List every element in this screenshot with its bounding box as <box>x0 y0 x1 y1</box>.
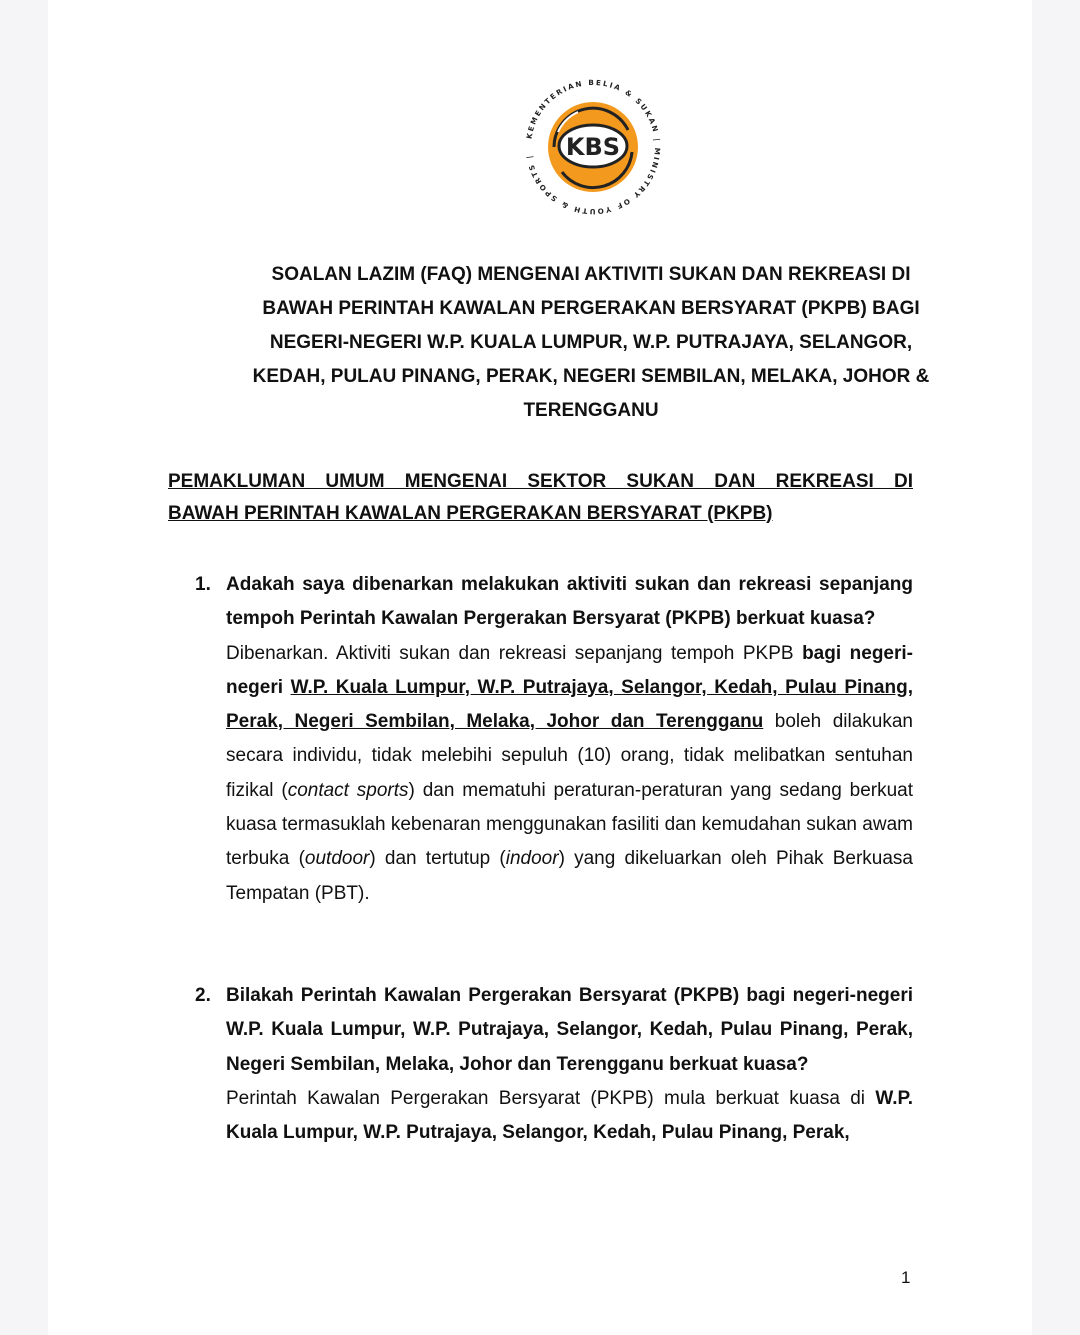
document-page <box>48 0 1032 1335</box>
faq-item <box>195 979 913 1150</box>
faq-answer <box>226 637 913 911</box>
answer-bold-text: W.P. Kuala Lumpur, W.P. Putrajaya, Selangor, Kedah, Pulau Pinang, Perak, <box>226 1087 913 1144</box>
section-heading-line: PEMAKLUMAN UMUM MENGENAI SEKTOR SUKAN DAN REKREASI DI <box>168 471 913 492</box>
title-line: SOALAN LAZIM (FAQ) MENGENAI AKTIVITI SUKAN DAN REKREASI DI <box>271 264 911 285</box>
logo-ring-text: KEMENTERIAN BELIA & SUKAN | MINISTRY OF YOUTH & SPORTS | <box>524 77 663 217</box>
answer-text: Dibenarkan. Aktiviti sukan dan rekreasi sepanjang tempoh PKPB <box>226 642 803 664</box>
page-number: 1 <box>901 1268 911 1287</box>
answer-text: Perintah Kawalan Pergerakan Bersyarat (PKPB) mula berkuat kuasa di <box>226 1087 876 1109</box>
faq-number: 2. <box>195 985 211 1006</box>
logo-initials: KBS <box>565 133 621 161</box>
section-heading <box>168 466 913 530</box>
faq-answer <box>226 1082 913 1151</box>
section-heading-line: BAWAH PERINTAH KAWALAN PERGERAKAN BERSYARAT (PKPB) <box>168 503 773 524</box>
answer-italic-text: indoor <box>505 848 559 870</box>
faq-item <box>195 568 913 911</box>
answer-text: boleh dilakukan secara individu, tidak melebihi sepuluh (10) orang, tidak melibatkan sentuhan fizikal ( <box>226 711 913 801</box>
answer-text: ) dan mematuhi peraturan-peraturan yang sedang berkuat kuasa termasuklah kebenaran menggunakan fasiliti dan kemudahan sukan awam terbuka ( <box>226 779 913 870</box>
answer-text: ) yang dikeluarkan oleh Pihak Berkuasa Tempatan (PBT). <box>226 848 913 904</box>
document-title <box>168 258 1014 428</box>
answer-bold-text: bagi negeri-negeri <box>226 642 913 698</box>
answer-text: ) dan tertutup ( <box>369 848 506 870</box>
answer-states-list: W.P. Kuala Lumpur, W.P. Putrajaya, Selangor, Kedah, Pulau Pinang, Perak, Negeri Sembilan, Melaka, Johor dan Terengganu <box>226 676 913 733</box>
title-line: TERENGGANU <box>523 400 659 421</box>
answer-italic-text: contact sports <box>287 779 409 801</box>
title-line: NEGERI-NEGERI W.P. KUALA LUMPUR, W.P. PUTRAJAYA, SELANGOR, <box>269 332 913 353</box>
title-line: KEDAH, PULAU PINANG, PERAK, NEGERI SEMBILAN, MELAKA, JOHOR & <box>252 366 930 387</box>
title-line: BAWAH PERINTAH KAWALAN PERGERAKAN BERSYARAT (PKPB) BAGI <box>262 298 920 319</box>
faq-number: 1. <box>195 574 211 595</box>
kbs-logo <box>518 72 668 222</box>
faq-question: Bilakah Perintah Kawalan Pergerakan Bersyarat (PKPB) bagi negeri-negeri W.P. Kuala Lumpur, W.P. Putrajaya, Selangor, Kedah, Pulau Pinang, Perak, Negeri Sembilan, Melaka, Johor dan Terengganu berkuat kuasa? <box>226 985 913 1075</box>
answer-italic-text: outdoor <box>304 848 370 870</box>
faq-question: Adakah saya dibenarkan melakukan aktiviti sukan dan rekreasi sepanjang tempoh Perintah Kawalan Pergerakan Bersyarat (PKPB) berkuat kuasa? <box>226 574 913 630</box>
